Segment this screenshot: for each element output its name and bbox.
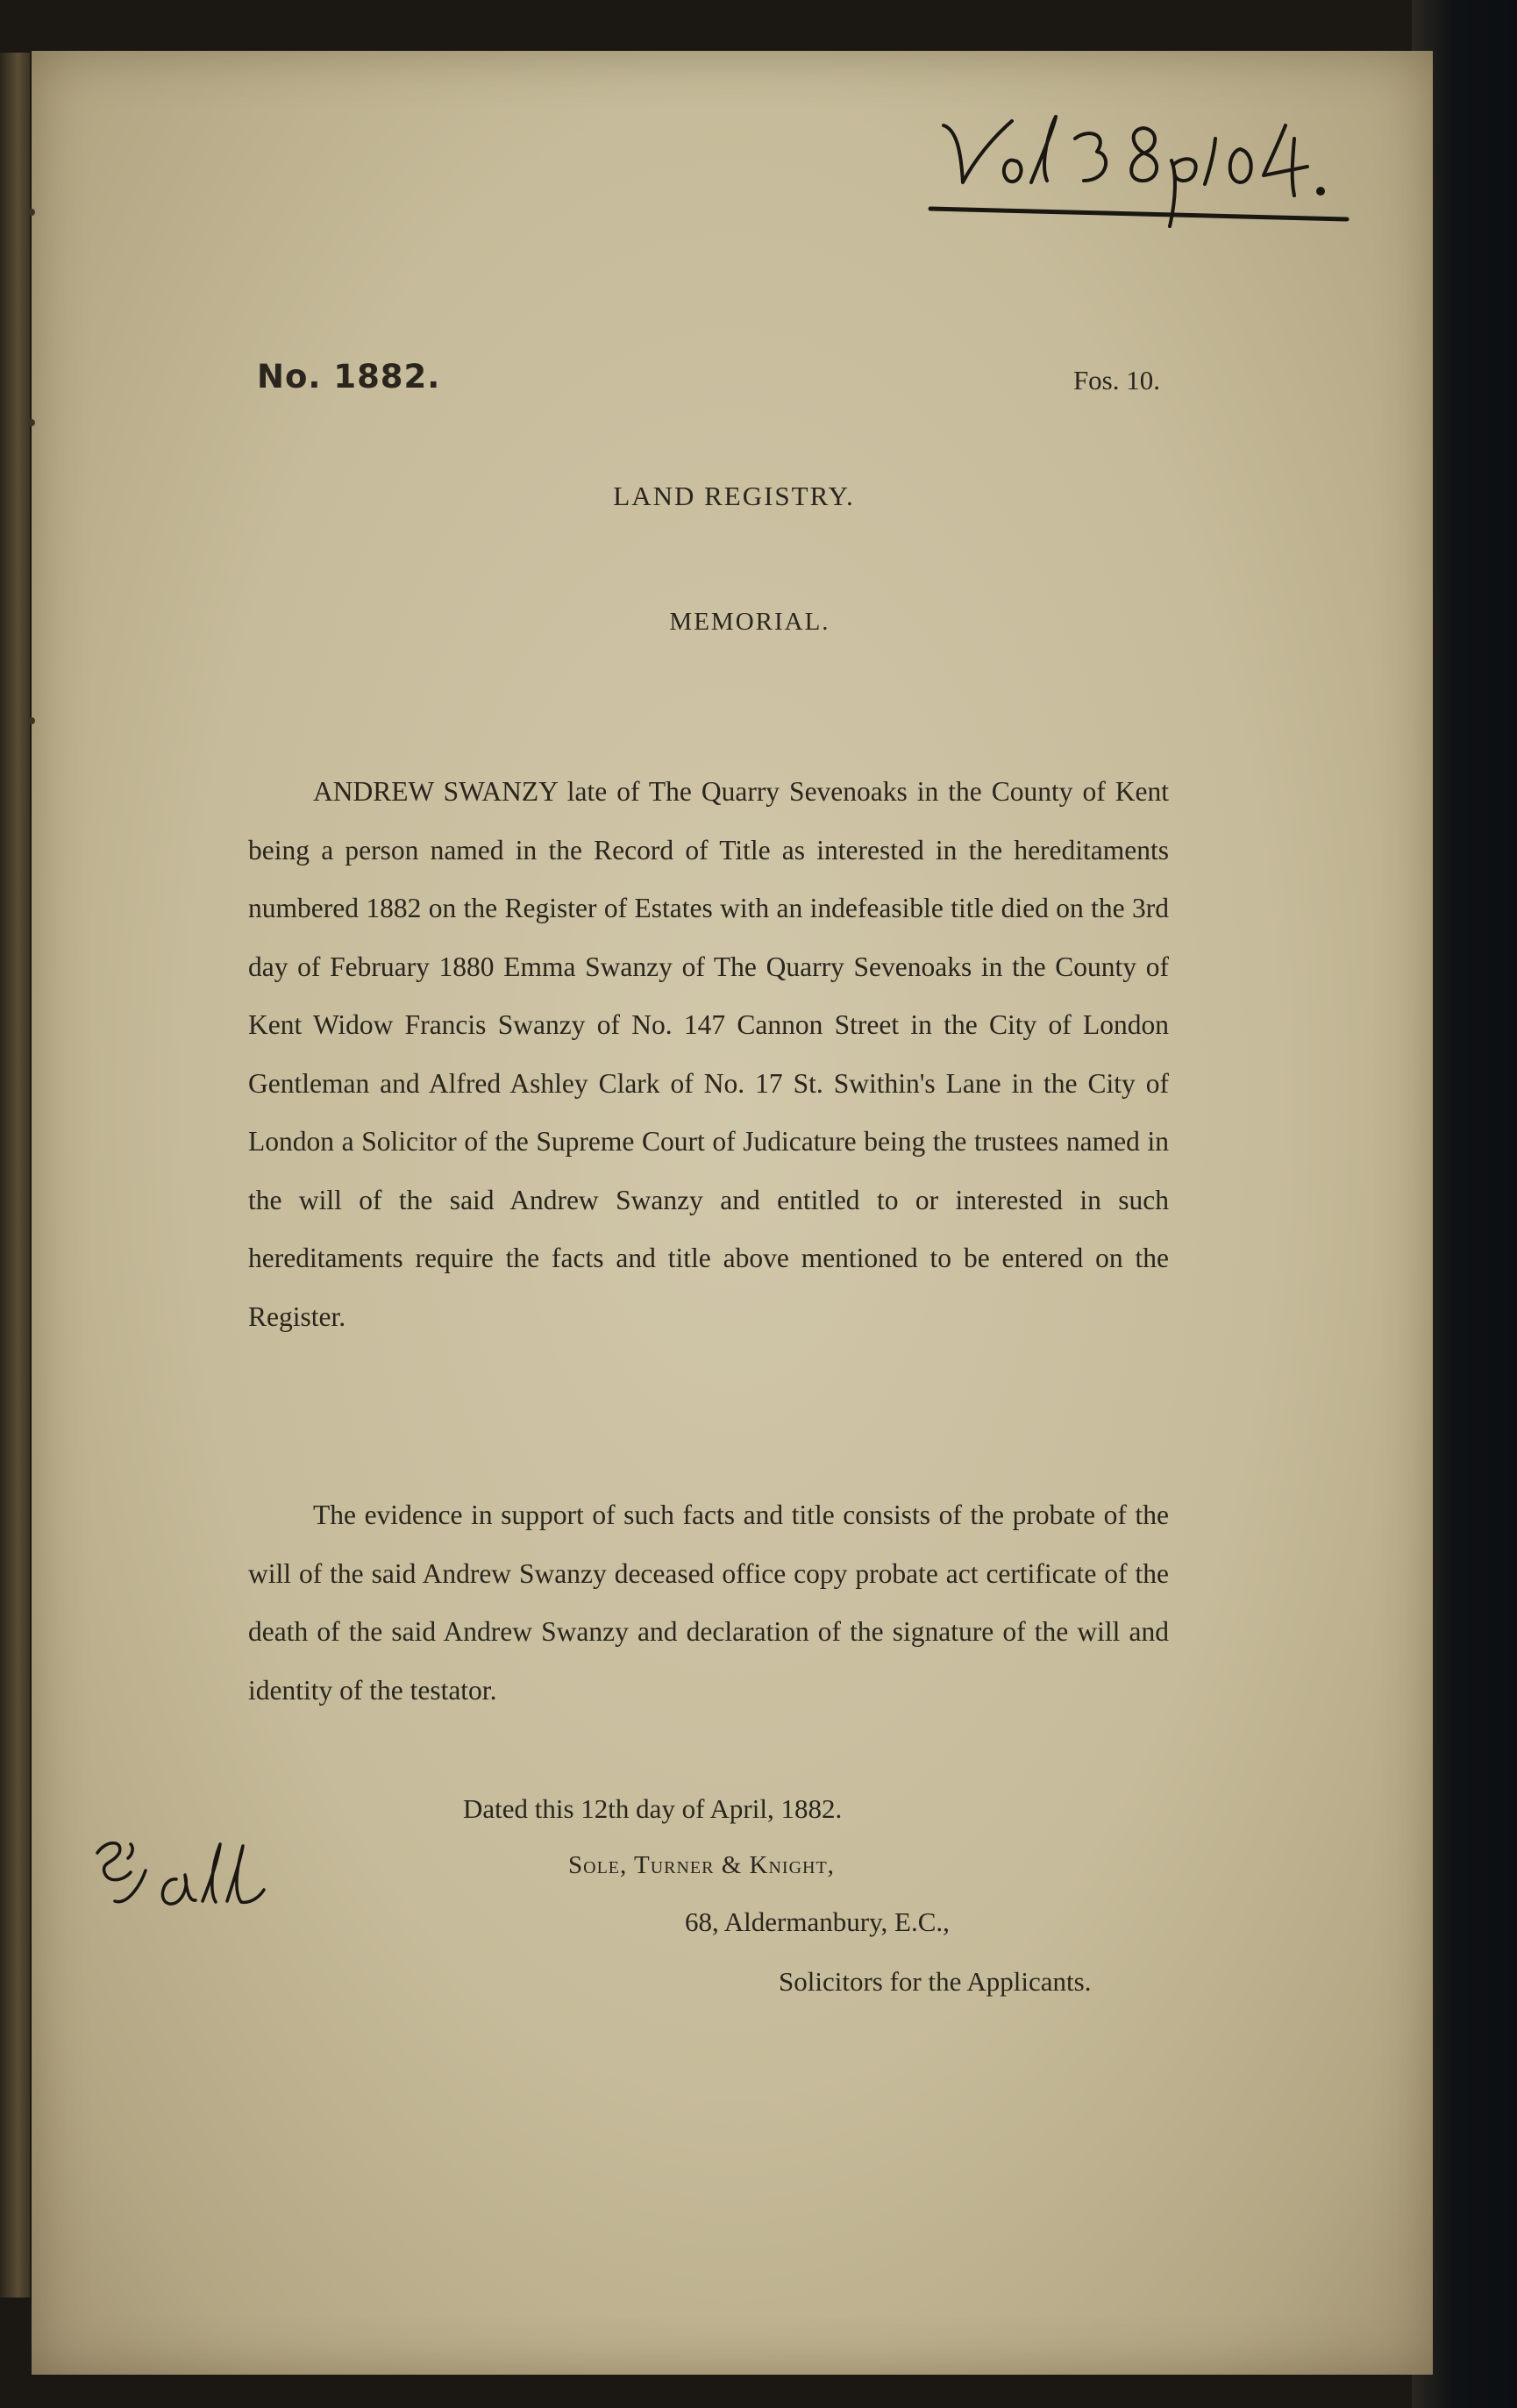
firm-address: 68, Aldermanbury, E.C., (685, 1906, 950, 1937)
memorial-paragraph: ANDREW SWANZY late of The Quarry Sevenoaks in the County of Kent being a person named in the Record of Title as interested in the hereditaments numbered 1882 on the Register of Estates with an indefeasible title died on the 3rd day of February 1880 Emma Swanzy of The Quarry Sevenoaks in the County of Kent Widow Francis Swanzy of No. 147 Cannon Street in the City of London Gentleman and Alfred Ashley Clark of No. 17 St. Swithin's Lane in the City of London a Solicitor of the Supreme Court of Judicature being the trustees named in the will of the said Andrew Swanzy and entitled to or interested in such hereditaments require the facts and title above mentioned to be entered on the Register. (248, 776, 1169, 1332)
evidence-paragraph: The evidence in support of such facts and title consists of the probate of the will of the said Andrew Swanzy deceased office copy probate act certificate of the death of the said Andrew Swanzy and declaration of the signature of the will and identity of the testator. (248, 1500, 1169, 1706)
solicitor-role: Solicitors for the Applicants. (779, 1966, 1092, 1997)
handwritten-margin-initials (80, 1818, 273, 1914)
document-number: No. 1882. (257, 358, 441, 395)
document-subtitle: MEMORIAL. (669, 608, 830, 636)
handwritten-volume-reference (908, 77, 1364, 235)
solicitor-firm: Sole, Turner & Knight, (568, 1851, 835, 1879)
document-page (32, 51, 1433, 2375)
binding-hole (28, 209, 35, 216)
previous-page-edge (0, 53, 30, 2298)
date-line: Dated this 12th day of April, 1882. (463, 1793, 843, 1824)
folio-count: Fos. 10. (1072, 365, 1160, 395)
binding-hole (28, 717, 35, 724)
binding-hole (28, 419, 35, 426)
document-title: LAND REGISTRY. (613, 481, 855, 511)
